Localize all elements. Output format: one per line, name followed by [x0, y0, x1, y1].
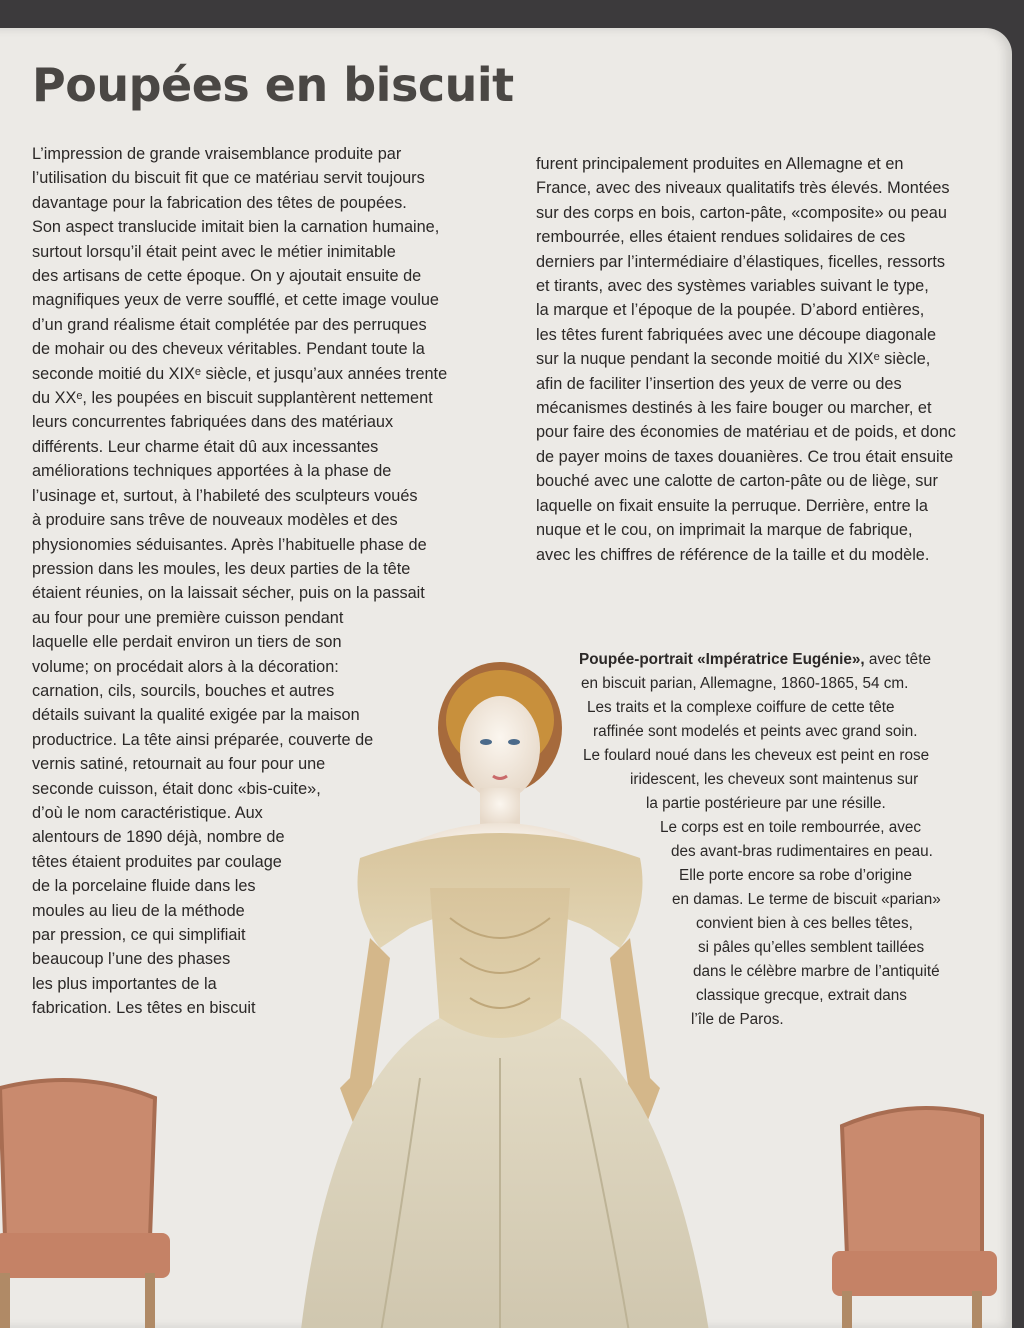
text-line: physionomies séduisantes. Après l’habituelle phase de [32, 535, 427, 554]
text-line: nuque et le cou, on imprimait la marque de fabrique, [536, 521, 913, 540]
text-line: furent principalement produites en Allemagne et en [536, 155, 904, 173]
left-chair-illustration [0, 1068, 170, 1328]
text-line: l’utilisation du biscuit fit que ce matériau servit toujours [32, 169, 425, 188]
text-line: France, avec des niveaux qualitatifs très élevés. Montées [536, 179, 950, 198]
caption-line: Le corps est en toile rembourrée, avec [660, 819, 922, 836]
caption-line: des avant-bras rudimentaires en peau. [671, 843, 933, 860]
text-line: afin de faciliter l’insertion des yeux de verre ou des [536, 374, 902, 393]
text-line: sur des corps en bois, carton-pâte, «composite» ou peau [536, 203, 947, 222]
caption-line: raffinée sont modelés et peints avec grand soin. [593, 723, 918, 740]
page-title: Poupées en biscuit [32, 58, 514, 112]
text-line: pour faire des économies de matériau et de poids, et donc [536, 423, 956, 442]
text-line: Son aspect translucide imitait bien la carnation humaine, [32, 218, 440, 237]
text-line: seconde cuisson, était donc «bis-cuite», [32, 779, 321, 798]
text-line: laquelle on fixait ensuite la perruque. Derrière, entre la [536, 496, 928, 515]
text-line: étaient réunies, on la laissait sécher, puis on la passait [32, 584, 425, 603]
caption-first-rest: avec tête [864, 651, 931, 668]
text-line: pression dans les moules, les deux parties de la tête [32, 559, 411, 578]
text-line: seconde moitié du XIXᵉ siècle, et jusqu’aux années trente [32, 364, 448, 383]
right-chair-illustration [832, 1096, 1002, 1328]
left-column-text [32, 142, 447, 1021]
caption-line: dans le célèbre marbre de l’antiquité [693, 963, 940, 980]
text-line: têtes étaient produites par coulage [32, 852, 282, 871]
text-line: à produire sans trêve de nouveaux modèles et des [32, 511, 398, 530]
caption-line: iridescent, les cheveux sont maintenus sur [630, 771, 919, 788]
caption-line: si pâles qu’elles semblent taillées [698, 939, 925, 956]
text-line: d’où le nom caractéristique. Aux [32, 803, 263, 822]
text-line: la marque et l’époque de la poupée. D’abord entières, [536, 301, 925, 320]
text-line: d’un grand réalisme était complétée par des perruques [32, 315, 427, 334]
text-line: leurs concurrentes fabriquées dans des matériaux [32, 413, 394, 432]
caption-line: Les traits et la complexe coiffure de cette tête [587, 699, 895, 716]
text-line: laquelle elle perdait environ un tiers de son [32, 633, 342, 652]
text-line: surtout lorsqu’il était peint avec le métier inimitable [32, 242, 396, 261]
caption-line: la partie postérieure par une résille. [646, 795, 886, 812]
text-line: beaucoup l’une des phases [32, 950, 231, 969]
text-line: et tirants, avec des systèmes variables suivant le type, [536, 277, 929, 296]
caption-line: Le foulard noué dans les cheveux est peint en rose [583, 747, 930, 764]
caption-line: Elle porte encore sa robe d’origine [679, 867, 912, 884]
text-line: fabrication. Les têtes en biscuit [32, 999, 256, 1018]
text-line: les têtes furent fabriquées avec une découpe diagonale [536, 325, 937, 344]
caption-line: classique grecque, extrait dans [696, 987, 907, 1004]
text-line: moules au lieu de la méthode [32, 901, 245, 920]
text-line: davantage pour la fabrication des têtes de poupées. [32, 193, 407, 212]
text-line: bouché avec une calotte de carton-pâte ou de liège, sur [536, 472, 938, 491]
text-line: carnation, cils, sourcils, bouches et autres [32, 681, 335, 700]
text-line: de mohair ou des cheveux véritables. Pendant toute la [32, 340, 425, 359]
caption-line: en damas. Le terme de biscuit «parian» [672, 891, 941, 908]
text-line: derniers par l’intermédiaire d’élastiques, ficelles, ressorts [536, 252, 946, 271]
caption-line: en biscuit parian, Allemagne, 1860-1865, 54 cm. [581, 675, 909, 692]
text-line: alentours de 1890 déjà, nombre de [32, 828, 285, 847]
text-line: volume; on procédait alors à la décoration: [32, 657, 339, 676]
text-line: différents. Leur charme était dû aux incessantes [32, 437, 379, 456]
book-page [0, 28, 1012, 1328]
text-line: par pression, ce qui simplifiait [32, 926, 246, 944]
right-column-text [536, 152, 956, 567]
text-line: avec les chiffres de référence de la taille et du modèle. [536, 545, 930, 564]
caption-line: l’île de Paros. [691, 1011, 784, 1028]
text-line: l’usinage et, surtout, à l’habileté des sculpteurs voués [32, 486, 418, 505]
text-line: les plus importantes de la [32, 974, 217, 993]
text-line: de payer moins de taxes douanières. Ce trou était ensuite [536, 447, 954, 466]
text-line: productrice. La tête ainsi préparée, couverte de [32, 730, 374, 749]
text-line: sur la nuque pendant la seconde moitié du XIXᵉ siècle, [536, 350, 931, 369]
text-line: magnifiques yeux de verre soufflé, et cette image voulue [32, 291, 439, 310]
text-line: rembourrée, elles étaient rendues solidaires de ces [536, 228, 906, 247]
text-line: détails suivant la qualité exigée par la maison [32, 706, 360, 725]
text-line: des artisans de cette époque. On y ajoutait ensuite de [32, 267, 422, 286]
caption-line [579, 648, 931, 671]
caption-title: Poupée-portrait «Impératrice Eugénie», [579, 651, 865, 668]
caption-line: convient bien à ces belles têtes, [696, 915, 913, 932]
text-line: améliorations techniques apportées à la phase de [32, 462, 392, 481]
text-line: du XXᵉ, les poupées en biscuit supplantèrent nettement [32, 389, 433, 408]
text-line: L’impression de grande vraisemblance produite par [32, 145, 402, 163]
text-line: au four pour une première cuisson pendant [32, 608, 344, 627]
text-line: mécanismes destinés à les faire bouger ou marcher, et [536, 399, 932, 418]
text-line: vernis satiné, retournait au four pour une [32, 755, 326, 774]
text-line: de la porcelaine fluide dans les [32, 877, 256, 896]
